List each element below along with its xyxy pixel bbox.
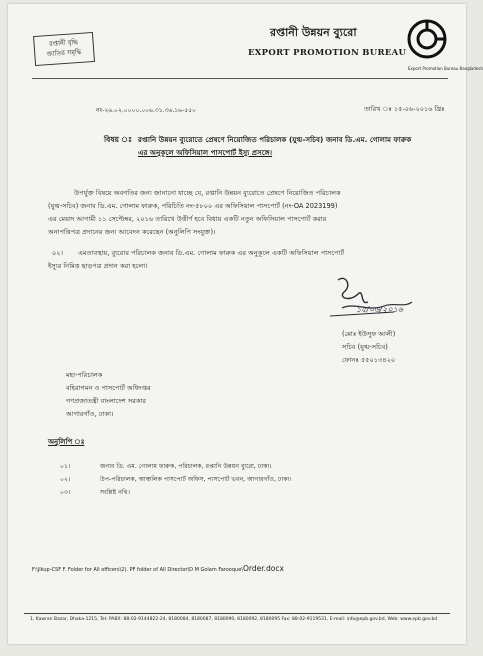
addressee-line-4: আগারগাঁও, ঢাকা। (66, 410, 114, 418)
subject-line-1: রপ্তানি উন্নয়ন ব্যুরোতে প্রেষণে নিয়োজিত পরিচালক (যুগ্ম-সচিব) জনাব ডি.এম. গোলাম ফারুক (138, 135, 412, 144)
copy-item-num: ০১। (60, 463, 71, 470)
copy-item-num: ০২। (60, 476, 71, 483)
logo-caption: Export Promotion Bureau Bangladesh (408, 66, 483, 71)
body-para1-line1: উপর্যুক্ত বিষয়ে অবগতির জন্য জানানো যাচ্ছে যে, রপ্তানি উন্নয়ন ব্যুরোতে প্রেষণে নিয়োজিত পরিচালক (74, 189, 341, 197)
file-path (32, 564, 284, 573)
subject-line-2: এর অনুকূলে অফিসিয়াল পাসপোর্ট ইস্যু প্রসঙ্গে। (138, 148, 273, 157)
org-name-bangla: রপ্তানী উন্নয়ন ব্যুরো (270, 26, 357, 39)
body-para2-line1: এমতাবস্থায়, ব্যুরোর পরিচালক জনাব ডি.এম. গোলাম ফারুক এর অনুকূলে একটি অফিসিয়াল পাসপোর্ট (78, 249, 345, 257)
slogan-stamp (33, 32, 95, 66)
letter-page (8, 4, 483, 644)
org-name-english: EXPORT PROMOTION BUREAU (248, 48, 407, 58)
signatory-phone: ফোনঃ ৫৫০১৩৪২০ (342, 356, 396, 364)
memo-date: তারিখ ঃ ১৫-০৬-২০১৬ খ্রিঃ (364, 105, 445, 113)
footer-divider (24, 613, 450, 614)
stamp-line-1: রপ্তানী বৃদ্ধি (48, 38, 79, 49)
body-para1-line4: অনাপত্তিপত্র প্রদানের জন্য আবেদন করেছেন (অনুলিপি সংযুক্ত)। (48, 228, 216, 236)
addressee-line-3: গণপ্রজাতন্ত্রী বাংলাদেশ সরকার (66, 397, 147, 405)
copy-heading: অনুলিপি ঃ (48, 438, 85, 446)
footer-contact: 1, Kawran Bazar, Dhaka-1215, Tel: PABX: 88-02-9144822-24, 8180084, 8180087, 8180090, 8180092, 8180095 Fax: 88-02-9119531, E-mail: info@epb.gov.bd, Web: www.epb.gov.bd (30, 617, 438, 622)
subject-label: বিষয় ঃ (104, 135, 132, 144)
handwritten-date: ১৫/০৬/২০১৬ (356, 305, 403, 314)
addressee-line-2: বহিরাগমন ও পাসপোর্ট অধিদপ্তর (66, 384, 151, 392)
copy-item-num: ০৩। (60, 489, 71, 496)
file-path-prefix: F:\jlkup-CSF F. Folder for All officers\2). PF folder of All Director\D M Golam Farooque\ (32, 567, 243, 573)
memo-number: নং-২৬.০২.০০০০.০০৬.৩১.৩৬.১৬-৫৫০ (96, 107, 196, 114)
addressee-line-1: মহা-পরিচালক (66, 371, 103, 379)
body-para2-line2: ইস্যুর নিমিত্ত ছাড়পত্র প্রদান করা হলো। (48, 262, 148, 270)
body-para1-line3: এর মেয়াদ আগামী ১১ সেপ্টেম্বর, ২০১৬ তারিখে উত্তীর্ণ হবে বিধায় একটি নতুন অফিসিয়াল পাসপোর্ট করার (48, 215, 327, 223)
copy-item-text: জনাব ডি. এম. গোলাম ফারুক, পরিচালক, রপ্তানি উন্নয়ন ব্যুরো, ঢাকা। (100, 463, 272, 470)
signatory-name: (মোঃ ইউসুফ আলী) (342, 330, 396, 338)
copy-item-text: সংশ্লিষ্ট নথি। (100, 489, 130, 496)
stamp-line-2: জাতির সমৃদ্ধি (46, 47, 82, 59)
epb-logo-icon (406, 18, 448, 68)
file-path-filename: Order.docx (242, 564, 284, 573)
header-divider (32, 78, 448, 79)
body-para1-line2: (যুগ্ম-সচিব) জনাব ডি.এম. গোলাম ফারুক, পরিচিতি নং-৫৮০০ এর অফিসিয়াল পাসপোর্ট (নং-OA 2023199) (48, 202, 338, 210)
signatory-designation: সচিব (যুগ্ম-সচিব) (342, 343, 388, 351)
copy-item-text: উপ-পরিচালক, আঞ্চলিক পাসপোর্ট অফিস, পাসপোর্ট ভবন, আগারগাঁও, ঢাকা। (100, 476, 292, 483)
para2-number: ০২। (52, 249, 63, 257)
